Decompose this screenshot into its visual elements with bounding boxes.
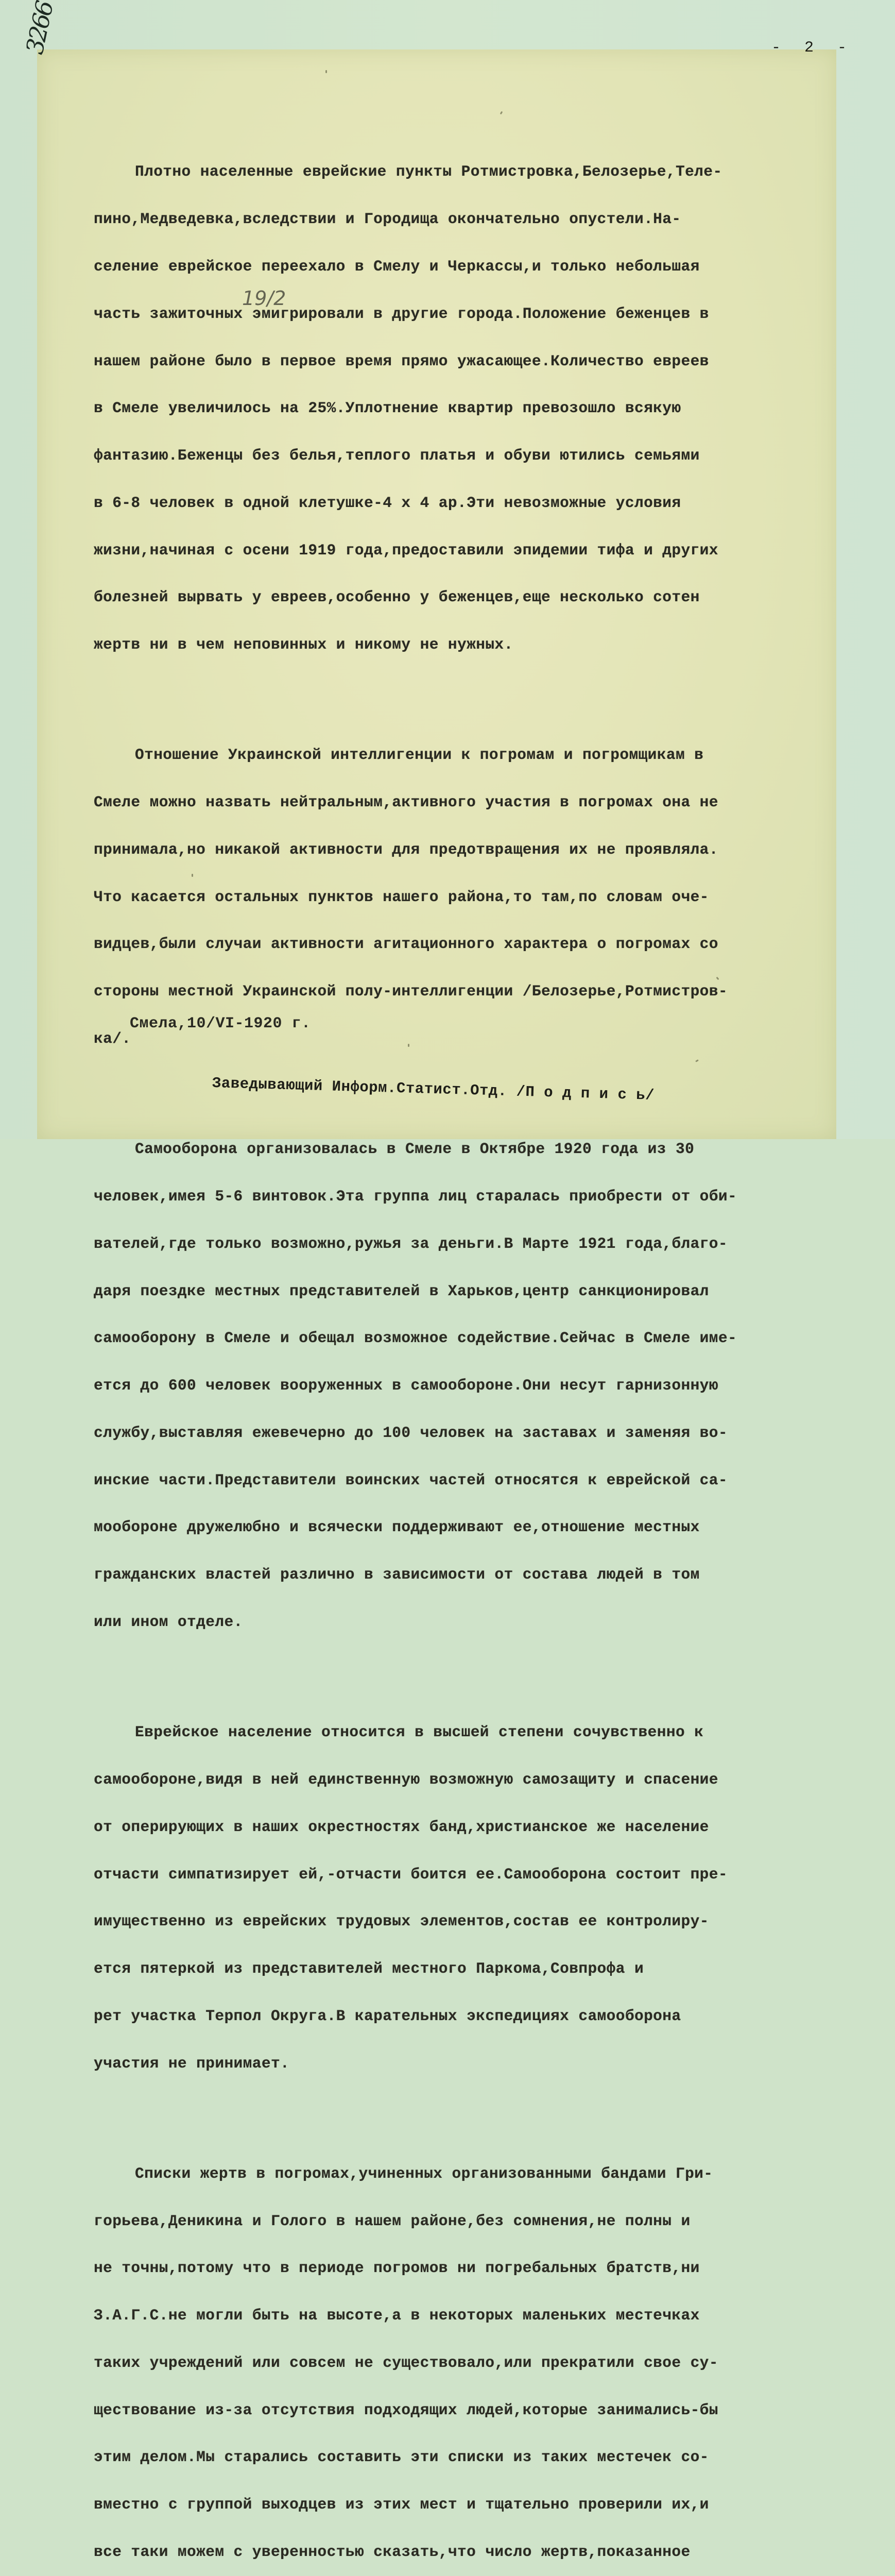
text-line: имущественно из еврейских трудовых элементов,состав ее контролиру- [94,1912,709,1930]
text-line: в Смеле увеличилось на 25%.Уплотнение квартир превозошло всякую [94,399,681,417]
text-line: нашем районе было в первое время прямо ужасающее.Количество евреев [94,352,709,370]
document-body [94,101,825,2576]
paragraph-victim-lists [94,2134,825,2576]
paper-speck [325,70,327,73]
text-line: все таки можем с уверенностью сказать,что число жертв,показанное [94,2543,691,2561]
paragraph-population-attitude [94,1693,825,2103]
text-line: или ином отделе. [94,1613,243,1631]
text-line: жертв ни в чем неповинных и никому не нужных. [94,636,513,654]
text-line: болезней вырвать у евреев,особенно у беженцев,еще несколько сотен [94,588,700,606]
text-line: ществование из-за отсутствия подходящих людей,которые занимались-бы [94,2401,718,2419]
text-line: З.А.Г.С.не могли быть на высоте,а в некоторых маленьких местечках [94,2307,700,2325]
text-line: отчасти симпатизирует ей,-отчасти боится ее.Самооборона состоит пре- [94,1865,728,1883]
text-line: самооборону в Смеле и обещал возможное содействие.Сейчас в Смеле име- [94,1329,737,1347]
text-line: даря поездке местных представителей в Харьков,центр санкционировал [94,1282,709,1300]
text-line: Плотно населенные еврейские пункты Ротмистровка,Белозерье,Теле- [135,163,722,181]
text-line: от оперирующих в наших окрестностях банд,христианское же население [94,1818,709,1836]
text-line: горьева,Деникина и Голого в нашем районе,без сомнения,не полны и [94,2212,691,2230]
text-line: Списки жертв в погромах,учиненных организованными бандами Гри- [135,2164,713,2182]
text-line: фантазию.Беженцы без белья,теплого платья и обуви ютились семьями [94,447,700,465]
text-line: ется до 600 человек вооруженных в самообороне.Они несут гарнизонную [94,1377,718,1395]
text-line: человек,имея 5-6 винтовок.Эта группа лиц старалась приобрести от оби- [94,1187,737,1205]
text-line: таких учреждений или совсем не существовало,или прекратили свое су- [94,2353,718,2371]
paragraph-refugees [94,132,825,684]
text-line: этим делом.Мы старались составить эти списки из таких местечек со- [94,2448,709,2466]
text-line: жизни,начиная с осени 1919 года,предоставили эпидемии тифа и других [94,541,718,559]
text-line: Еврейское население относится в высшей степени сочувственно к [135,1723,704,1741]
text-line: самообороне,видя в ней единственную возможную самозащиту и спасение [94,1770,718,1788]
text-line: мообороне дружелюбно и всячески поддерживают ее,отношение местных [94,1518,700,1536]
text-line: вателей,где только возможно,ружья за деньги.В Марте 1921 года,благо- [94,1234,728,1252]
text-line: ка/. [94,1030,131,1048]
text-line: вместно с группой выходцев из этих мест и тщательно проверили их,и [94,2496,709,2514]
text-line: Что касается остальных пунктов нашего района,то там,по словам оче- [94,888,709,906]
text-line: не точны,потому что в периоде погромов ни погребальных братств,ни [94,2259,700,2277]
text-line: Отношение Украинской интеллигенции к погромам и погромщикам в [135,746,704,764]
archive-folio-number: 3266 [20,0,59,57]
text-line: инские части.Представители воинских частей относятся к еврейской са- [94,1471,728,1489]
paragraph-self-defense-organization [94,1110,825,1662]
text-line: часть зажиточных эмигрировали в другие города.Положение беженцев в [94,304,709,323]
pencil-annotation: 19/2 [242,287,286,310]
page-number: - 2 - [771,39,854,57]
text-line: службу,выставляя ежевечерно до 100 человек на заставах и заменяя во- [94,1423,728,1442]
text-line: Самооборона организовалась в Смеле в Октябре 1920 года из 30 [135,1140,695,1158]
text-line: принимала,но никакой активности для предотвращения их не проявляла. [94,840,718,858]
place-and-date: Смела,10/VI-1920 г. [130,1015,311,1032]
text-line: рет участка Терпол Округа.В карательных экспедициях самооборона [94,2007,681,2025]
text-line: стороны местной Украинской полу-интеллигенции /Белозерье,Ротмистров- [94,982,728,1001]
text-line: Смеле можно назвать нейтральным,активного участия в погромах она не [94,793,718,811]
signature-line: Заведывающий Информ.Статист.Отд. /П о д п и с ь/ [212,1075,655,1104]
text-line: пино,Медведевка,вследствии и Городища окончательно опустели.На- [94,210,681,228]
text-line: ется пятеркой из представителей местного Паркома,Совпрофа и [94,1960,644,1978]
text-line: селение еврейское переехало в Смелу и Черкассы,и только небольшая [94,257,700,275]
text-line: участия не принимает. [94,2054,290,2072]
text-line: гражданских властей различно в зависимости от состава людей в том [94,1566,700,1584]
text-line: в 6-8 человек в одной клетушке-4 х 4 ар.Эти невозможные условия [94,494,681,512]
text-line: видцев,были случаи активности агитационного характера о погромах со [94,935,718,953]
